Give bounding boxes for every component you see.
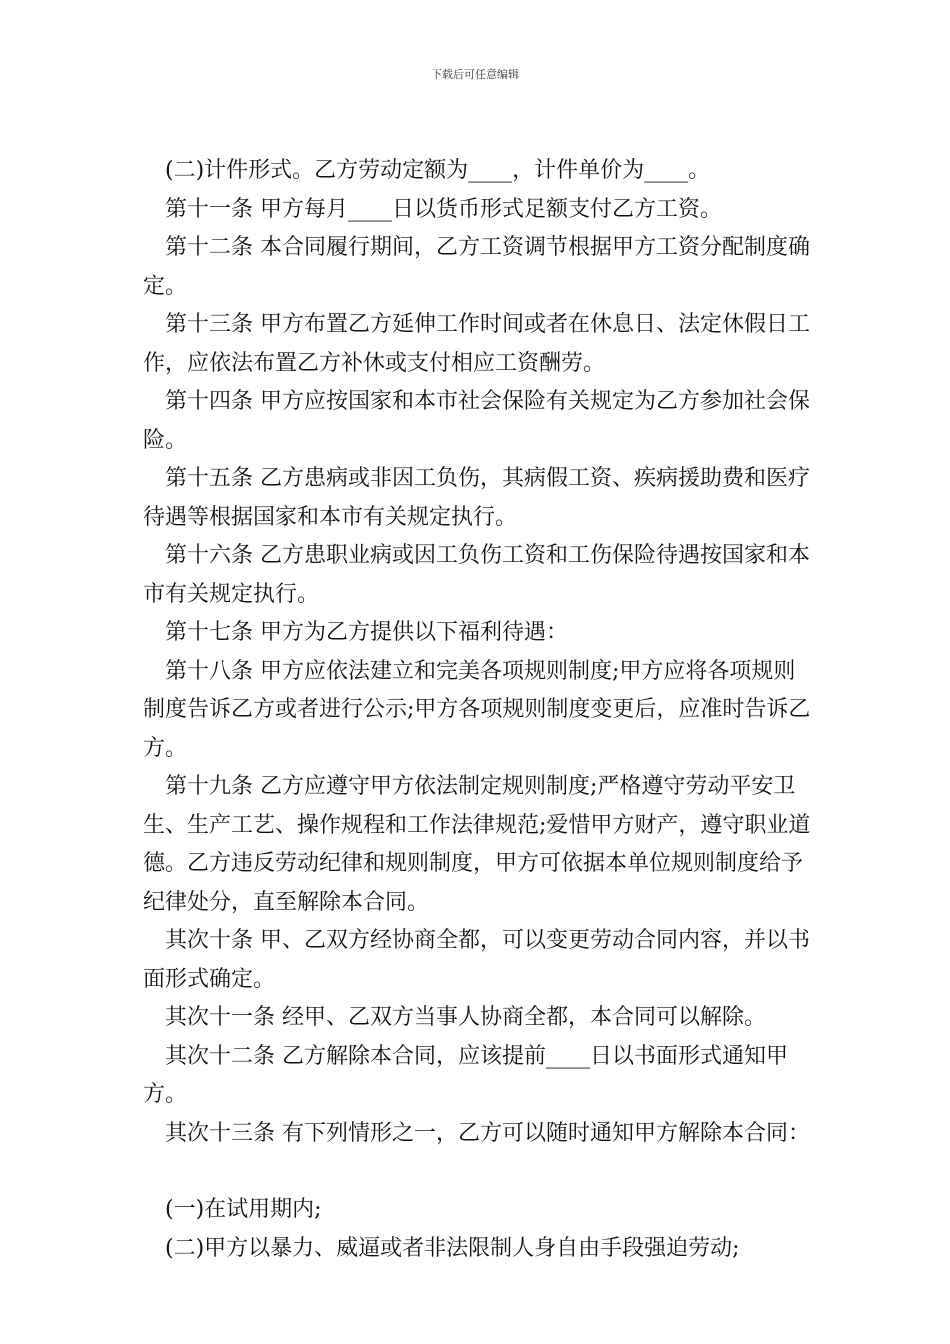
- paragraph-article-23: 其次十三条 有下列情形之一，乙方可以随时通知甲方解除本合同：: [165, 1120, 810, 1146]
- paragraph-article-16: 第十六条 乙方患职业病或因工负伤工资和工伤保险待遇按国家和本市有关规定执行。: [143, 543, 810, 607]
- document-body: [143, 152, 811, 1268]
- paragraph-article-22: 其次十二条 乙方解除本合同，应该提前____日以书面形式通知甲方。: [143, 1043, 788, 1107]
- page-header: 下载后可任意编辑: [431, 68, 519, 81]
- paragraph-article-12: 第十二条 本合同履行期间，乙方工资调节根据甲方工资分配制度确定。: [143, 235, 810, 299]
- paragraph-article-21: 其次十一条 经甲、乙双方当事人协商全都，本合同可以解除。: [165, 1005, 766, 1030]
- paragraph-article-19: 第十九条 乙方应遵守甲方依法制定规则制度;严格遵守劳动平安卫生、生产工艺、操作规程和工作法律规范;爱惜甲方财产，遵守职业道德。乙方违反劳动纪律和规则制度，甲方可依据本单位规则制度给予纪律处分，直至解除本合同。: [143, 774, 811, 915]
- paragraph-article-13: 第十三条 甲方布置乙方延伸工作时间或者在休息日、法定休假日工作，应依法布置乙方补休或支付相应工资酬劳。: [143, 312, 810, 376]
- paragraph-article-14: 第十四条 甲方应按国家和本市社会保险有关规定为乙方参加社会保险。: [143, 389, 810, 453]
- paragraph-article-11: 第十一条 甲方每月____日以货币形式足额支付乙方工资。: [165, 196, 722, 222]
- list-item-probation: (一)在试用期内;: [165, 1197, 322, 1222]
- paragraph-article-17: 第十七条 甲方为乙方提供以下福利待遇：: [165, 620, 568, 645]
- paragraph-article-15: 第十五条 乙方患病或非因工负伤，其病假工资、疾病援助费和医疗待遇等根据国家和本市有关规定执行。: [143, 466, 810, 530]
- list-item-forced-labor: (二)甲方以暴力、威逼或者非法限制人身自由手段强迫劳动;: [165, 1235, 740, 1261]
- paragraph-article-20: 其次十条 甲、乙双方经协商全都，可以变更劳动合同内容，并以书面形式确定。: [143, 928, 810, 992]
- paragraph-article-18: 第十八条 甲方应依法建立和完美各项规则制度;甲方应将各项规则制度告诉乙方或者进行公示;甲方各项规则制度变更后，应准时告诉乙方。: [143, 658, 811, 761]
- paragraph-piecework: (二)计件形式。乙方劳动定额为____，计件单价为____。: [165, 158, 711, 183]
